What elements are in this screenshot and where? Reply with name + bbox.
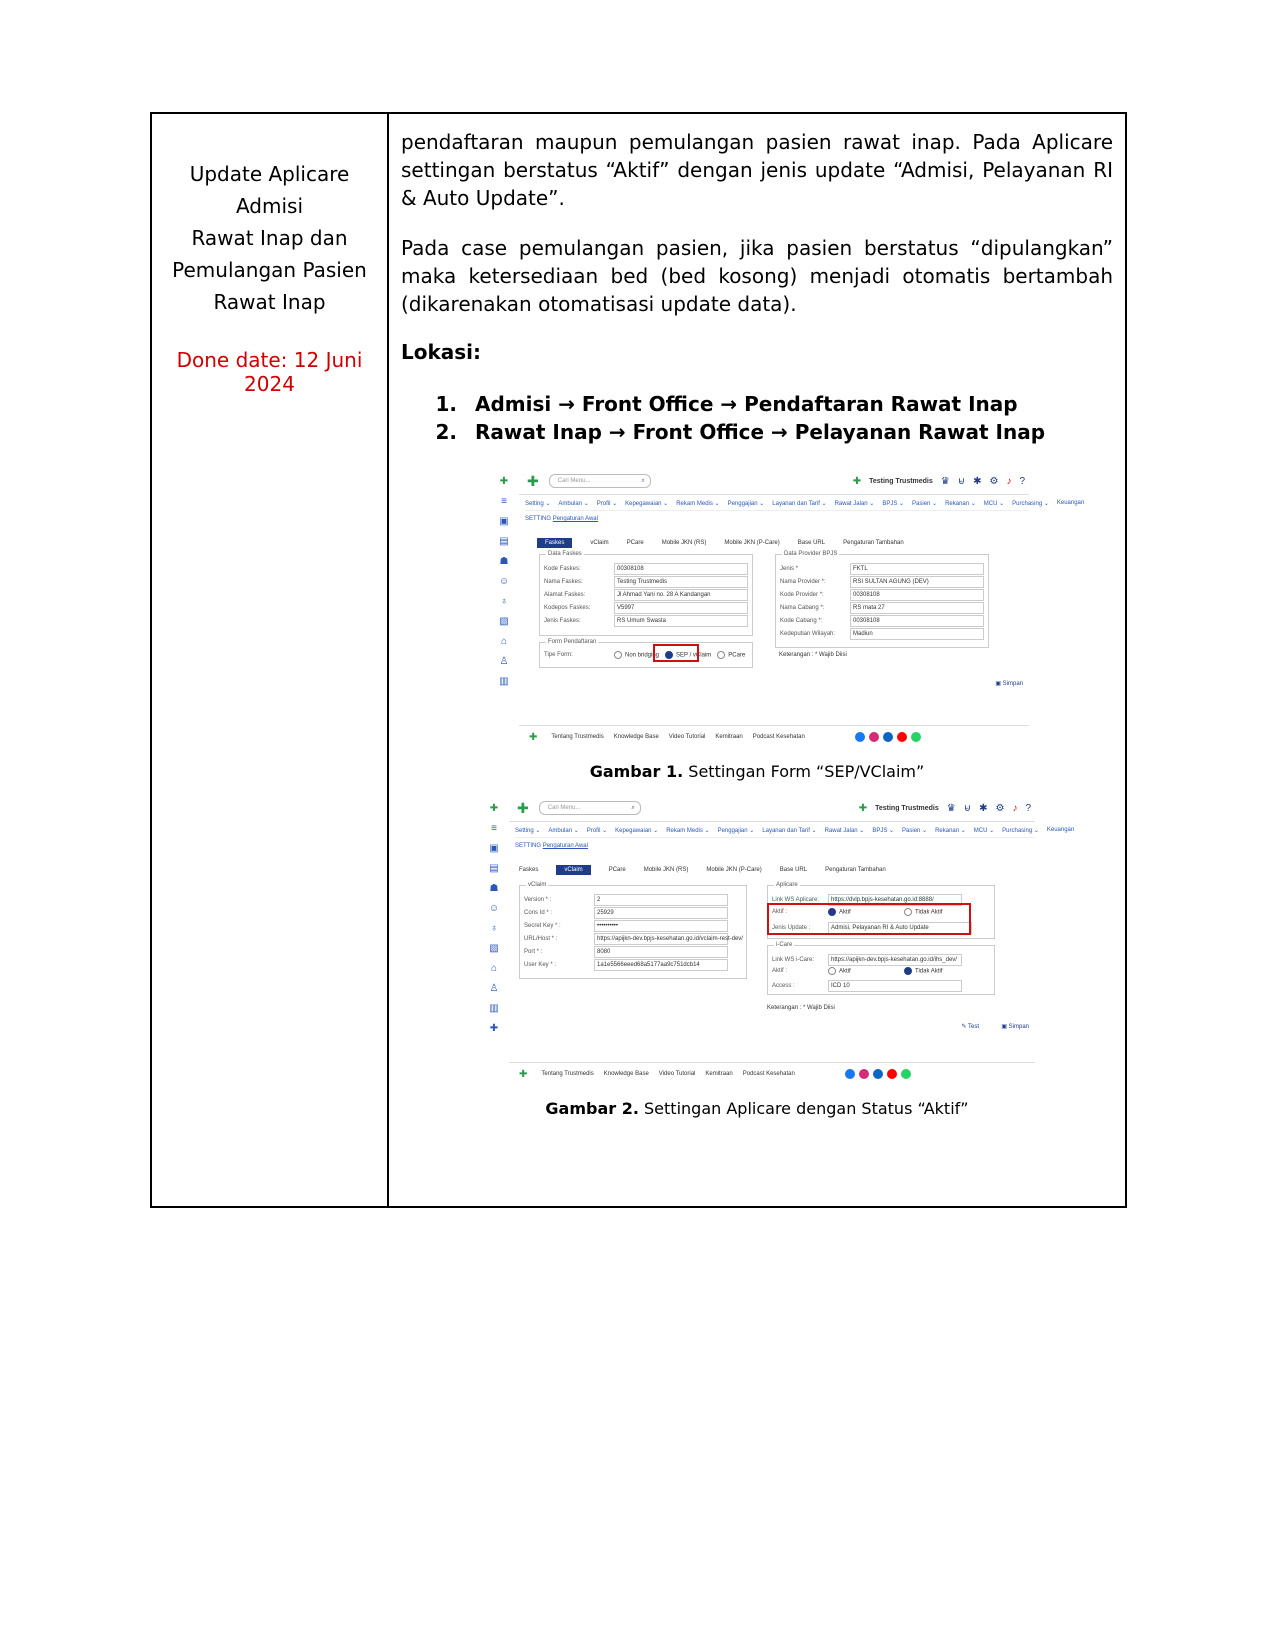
report-icon[interactable]: ▥	[499, 676, 509, 687]
menu-item[interactable]: Rekanan ⌄	[935, 827, 966, 834]
keterangan-note: Keterangan : * Wajib Diisi	[779, 652, 847, 658]
report-icon[interactable]: ▥	[489, 1003, 499, 1014]
radio-tidak-aktif[interactable]: Tidak Aktif	[904, 908, 942, 916]
kodepos-faskes-field[interactable]: V5997	[614, 602, 748, 614]
tab-mobile-jkn-pcare[interactable]: Mobile JKN (P-Care)	[724, 540, 780, 546]
data-provider-panel	[775, 551, 989, 648]
puzzle-icon[interactable]: ✱	[979, 802, 988, 814]
version-field[interactable]: 2	[594, 894, 728, 906]
home-icon[interactable]: ⌂	[490, 963, 498, 974]
icare-aktif-row: Aktif : Aktif Tidak Aktif	[772, 968, 943, 975]
feature-title-line: Rawat Inap dan	[191, 226, 348, 250]
whatsapp-icon[interactable]	[911, 732, 921, 742]
field-row: Kode Faskes: 00308108	[544, 563, 748, 575]
help-icon[interactable]: ?	[1019, 475, 1025, 487]
caption-2: Gambar 2. Settingan Aplicare dengan Status “Aktif”	[545, 1099, 969, 1118]
link-ws-aplicare-field[interactable]: https://dvlp.bpjs-kesehatan.go.id:8888/	[828, 894, 962, 906]
menu-icon[interactable]: ≡	[501, 496, 507, 507]
radio-icare-aktif[interactable]: Aktif	[828, 967, 904, 975]
footer-link[interactable]: Knowledge Base	[603, 1071, 649, 1077]
tab-mobile-jkn-rs[interactable]: Mobile JKN (RS)	[643, 867, 689, 873]
social-icons	[845, 1069, 915, 1079]
bell-icon[interactable]: ♪	[1006, 475, 1012, 487]
footer-logo-icon: ✚	[529, 731, 538, 743]
user-name: Testing Trustmedis	[869, 477, 933, 485]
footer-link[interactable]: Video Tutorial	[658, 1071, 696, 1077]
logo-icon: ✚	[489, 803, 499, 814]
tab-faskes[interactable]: Faskes	[537, 538, 572, 548]
field-row: Jenis Faskes: RS Umum Swasta	[544, 615, 748, 627]
kode-cabang-field[interactable]: 00308108	[850, 615, 984, 627]
save-button[interactable]: ▣ Simpan	[1001, 1024, 1029, 1030]
search-input[interactable]: Cari Menu... ⌕	[549, 474, 651, 488]
app-topbar	[509, 795, 1035, 822]
menu-item[interactable]: BPJS ⌄	[882, 500, 905, 507]
field-row: Kode Cabang *: 00308108	[780, 615, 984, 627]
field-row: Version * : 2	[524, 894, 728, 906]
location-list	[401, 390, 1113, 446]
footer-link[interactable]: Podcast Kesehatan	[752, 734, 805, 740]
org-logo-icon: ✚	[852, 475, 862, 487]
help-icon[interactable]: ?	[1025, 802, 1031, 814]
radio-non-bridging[interactable]: Non bridging	[614, 651, 659, 659]
menu-item[interactable]: Pasien ⌄	[902, 827, 928, 834]
tipe-form-row: Tipe Form: Non bridging SEP / vClaim PCare	[544, 652, 746, 659]
feature-title-line: Update Aplicare Admisi	[189, 162, 350, 218]
person-icon[interactable]: ♙	[489, 983, 499, 994]
field-row: Kodepos Faskes: V5997	[544, 602, 748, 614]
person-icon[interactable]: ♙	[499, 656, 509, 667]
footer-link[interactable]: Knowledge Base	[613, 734, 659, 740]
save-button[interactable]: ▣ Simpan	[995, 681, 1023, 687]
app-sidebar	[489, 468, 519, 748]
panel-title: Form Pendaftaran	[548, 639, 597, 645]
field-row: Access : ICD 10	[772, 980, 962, 992]
form-pendaftaran-panel	[539, 639, 753, 668]
youtube-icon[interactable]	[897, 732, 907, 742]
jenis-select[interactable]: FKTL	[850, 563, 984, 575]
breadcrumb: SETTING Pengaturan Awal	[525, 516, 598, 522]
menu-item[interactable]: Ambulan ⌄	[558, 500, 589, 507]
app-footer	[519, 725, 1029, 748]
field-row: Port * : 8080	[524, 946, 728, 958]
done-date: Done date: 12 Juni 2024	[176, 348, 363, 396]
user-icon[interactable]: ☺	[488, 903, 500, 914]
right-cell	[389, 114, 1125, 1206]
menu-item[interactable]: Pasien ⌄	[912, 500, 938, 507]
footer-link[interactable]: Video Tutorial	[668, 734, 706, 740]
linkedin-icon[interactable]	[873, 1069, 883, 1079]
jenis-update-select[interactable]: Admisi, Pelayanan RI & Auto Update	[828, 922, 972, 934]
menu-item[interactable]: Ambulan ⌄	[548, 827, 579, 834]
field-row: Link WS i-Care: https://apijkn-dev.bpjs-kesehatan.go.id/ihs_dev/	[772, 954, 962, 966]
field-row: Jenis * FKTL	[780, 563, 984, 575]
menu-item[interactable]: Rekam Medis ⌄	[666, 827, 710, 834]
tab-pengaturan-tambahan[interactable]: Pengaturan Tambahan	[825, 867, 886, 873]
instagram-icon[interactable]	[869, 732, 879, 742]
menu-item[interactable]: Rekam Medis ⌄	[676, 500, 720, 507]
vclaim-panel	[519, 882, 747, 979]
menu-item[interactable]: MCU ⌄	[983, 500, 1005, 507]
social-icons	[855, 732, 925, 742]
bell-icon[interactable]: ♪	[1012, 802, 1018, 814]
tab-pcare[interactable]: PCare	[626, 540, 644, 546]
menu-item[interactable]: Purchasing ⌄	[1002, 827, 1039, 834]
highlight-box	[653, 644, 699, 662]
panel-title: vClaim	[528, 882, 547, 888]
field-row: Jenis Update : Admisi, Pelayanan RI & Auto Update	[772, 922, 972, 934]
lokasi-heading: Lokasi:	[401, 340, 482, 364]
menu-item[interactable]: Layanan dan Tarif ⌄	[772, 500, 827, 507]
youtube-icon[interactable]	[887, 1069, 897, 1079]
footer-link[interactable]: Tentang Trustmedis	[551, 734, 604, 740]
menu-item[interactable]: Penggajian ⌄	[727, 500, 765, 507]
field-row: Nama Cabang *: RS mata 27	[780, 602, 984, 614]
tab-vclaim[interactable]: vClaim	[556, 865, 590, 875]
screenshot-aplicare	[479, 795, 1075, 1085]
settings-tabs	[519, 865, 886, 875]
menu-item[interactable]: Keuangan	[1046, 827, 1075, 833]
menu-item[interactable]: Setting ⌄	[525, 500, 551, 507]
gear-icon[interactable]: ⚙	[995, 802, 1005, 814]
document-table	[150, 112, 1127, 1208]
home-icon[interactable]: ⌂	[500, 636, 508, 647]
app-sidebar	[479, 795, 509, 1085]
jenis-faskes-field[interactable]: RS Umum Swasta	[614, 615, 748, 627]
doctor-icon[interactable]: ☗	[499, 556, 509, 567]
main-menu	[525, 496, 1085, 511]
field-row: Secret Key * : ••••••••••	[524, 920, 728, 932]
field-row: Nama Provider *: RSI SULTAN AGUNG (DEV)	[780, 576, 984, 588]
app-logo-icon: ✚	[527, 472, 539, 489]
tab-faskes[interactable]: Faskes	[519, 867, 539, 873]
org-logo-icon: ✚	[858, 802, 868, 814]
cons-id-field[interactable]: 25929	[594, 907, 728, 919]
puzzle-icon[interactable]: ✱	[973, 475, 982, 487]
menu-item[interactable]: Setting ⌄	[515, 827, 541, 834]
tab-mobile-jkn-pcare[interactable]: Mobile JKN (P-Care)	[706, 867, 762, 873]
menu-item[interactable]: Kepegawaian ⌄	[625, 500, 669, 507]
crown-icon[interactable]: ♛	[946, 802, 956, 814]
user-name: Testing Trustmedis	[875, 804, 939, 812]
instagram-icon[interactable]	[859, 1069, 869, 1079]
kedeputian-field[interactable]: Madiun	[850, 628, 984, 640]
link-ws-icare-field[interactable]: https://apijkn-dev.bpjs-kesehatan.go.id/ihs_dev/	[828, 954, 962, 966]
access-select[interactable]: ICD 10	[828, 980, 962, 992]
cart-icon[interactable]: ⊌	[957, 475, 966, 487]
menu-item[interactable]: Profil ⌄	[596, 500, 618, 507]
app-footer	[509, 1062, 1035, 1085]
field-row: Alamat Faskes: Jl Ahmad Yani no. 28 A Kandangan	[544, 589, 748, 601]
facebook-icon[interactable]	[855, 732, 865, 742]
panel-title: i-Care	[776, 942, 793, 948]
field-row: User Key * : 1a1e5566eeed68a5177aa9c751dcb14	[524, 959, 728, 971]
stethoscope-icon[interactable]: ♁	[500, 596, 508, 607]
tab-mobile-jkn-rs[interactable]: Mobile JKN (RS)	[661, 540, 707, 546]
settings-tabs	[537, 538, 904, 548]
menu-item[interactable]: Rawat Jalan ⌄	[824, 827, 865, 834]
field-row: Kedeputian Wilayah: Madiun	[780, 628, 984, 640]
card-icon[interactable]: ▤	[499, 536, 509, 547]
footer-link[interactable]: Kemitraan	[705, 1071, 733, 1077]
keterangan-note: Keterangan : * Wajib Diisi	[767, 1005, 835, 1011]
paragraph-1: pendaftaran maupun pemulangan pasien rawat inap. Pada Aplicare settingan berstatus “Aktif” dengan jenis update “Admisi, Pelayanan RI & Auto Update”.	[401, 130, 1113, 210]
nama-provider-field[interactable]: RSI SULTAN AGUNG (DEV)	[850, 576, 984, 588]
field-row: Cons Id * : 25929	[524, 907, 728, 919]
crown-icon[interactable]: ♛	[940, 475, 950, 487]
tab-pengaturan-tambahan[interactable]: Pengaturan Tambahan	[843, 540, 904, 546]
doctor-icon[interactable]: ☗	[489, 883, 499, 894]
cart-icon[interactable]: ⊌	[963, 802, 972, 814]
data-faskes-panel	[539, 551, 753, 636]
stethoscope-icon[interactable]: ♁	[490, 923, 498, 934]
location-item: 1. Admisi → Front Office → Pendaftaran Rawat Inap	[435, 392, 1018, 416]
panel-title: Data Provider BPJS	[784, 551, 838, 557]
secret-key-field[interactable]: ••••••••••	[594, 920, 728, 932]
test-button[interactable]: ✎ Test	[961, 1024, 979, 1030]
breadcrumb: SETTING Pengaturan Awal	[515, 843, 588, 849]
footer-link[interactable]: Kemitraan	[715, 734, 743, 740]
menu-item[interactable]: Penggajian ⌄	[717, 827, 755, 834]
menu-item[interactable]: Layanan dan Tarif ⌄	[762, 827, 817, 834]
caption-1: Gambar 1. Settingan Form “SEP/VClaim”	[589, 762, 925, 781]
menu-item[interactable]: Rekanan ⌄	[945, 500, 976, 507]
nama-cabang-field[interactable]: RS mata 27	[850, 602, 984, 614]
panel-title: Aplicare	[776, 882, 798, 888]
app-topbar	[519, 468, 1029, 495]
footer-link[interactable]: Podcast Kesehatan	[742, 1071, 795, 1077]
nama-faskes-field[interactable]: Testing Trustmedis	[614, 576, 748, 588]
whatsapp-icon[interactable]	[901, 1069, 911, 1079]
kode-provider-field[interactable]: 00308108	[850, 589, 984, 601]
radio-pcare[interactable]: PCare	[717, 651, 745, 659]
alamat-faskes-field[interactable]: Jl Ahmad Yani no. 28 A Kandangan	[614, 589, 748, 601]
menu-item[interactable]: BPJS ⌄	[872, 827, 895, 834]
menu-item[interactable]: Rawat Jalan ⌄	[834, 500, 875, 507]
highlight-box	[767, 903, 971, 935]
port-field[interactable]: 8080	[594, 946, 728, 958]
menu-item[interactable]: MCU ⌄	[973, 827, 995, 834]
field-row: URL/Host * : https://apijkn-dev.bpjs-kesehatan.go.id/vclaim-rest-dev/	[524, 933, 728, 945]
kode-faskes-field[interactable]: 00308108	[614, 563, 748, 575]
logo-icon: ✚	[489, 1023, 499, 1034]
search-input[interactable]: Cari Menu... ⌕	[539, 801, 641, 815]
paragraph-2: Pada case pemulangan pasien, jika pasien berstatus “dipulangkan” maka ketersediaan bed (bed kosong) menjadi otomatis bertambah (dikarenakan otomatisasi update data).	[401, 236, 1113, 316]
main-menu	[515, 823, 1075, 838]
radio-icare-tidak-aktif[interactable]: Tidak Aktif	[904, 967, 942, 975]
top-right-tools	[859, 803, 1035, 814]
panel-title: Data Faskes	[548, 551, 582, 557]
feature-title-line: Rawat Inap	[213, 290, 326, 314]
menu-item[interactable]: Keuangan	[1056, 500, 1085, 506]
menu-item[interactable]: Profil ⌄	[586, 827, 608, 834]
tab-vclaim[interactable]: vClaim	[590, 540, 609, 546]
location-item: 2. Rawat Inap → Front Office → Pelayanan Rawat Inap	[435, 420, 1046, 444]
gear-icon[interactable]: ⚙	[989, 475, 999, 487]
icare-panel	[767, 942, 995, 995]
linkedin-icon[interactable]	[883, 732, 893, 742]
search-icon: ⌕	[641, 478, 645, 484]
screenshot-sep-vclaim	[489, 468, 1085, 748]
field-row: Kode Provider *: 00308108	[780, 589, 984, 601]
facebook-icon[interactable]	[845, 1069, 855, 1079]
monitor-icon[interactable]: ▣	[489, 843, 499, 854]
feature-title-line: Pemulangan Pasien	[172, 258, 367, 282]
left-cell	[152, 114, 389, 1206]
id-icon[interactable]: ▧	[489, 943, 499, 954]
tab-base-url[interactable]: Base URL	[779, 867, 808, 873]
menu-item[interactable]: Kepegawaian ⌄	[615, 827, 659, 834]
app-logo-icon: ✚	[517, 799, 529, 816]
search-icon: ⌕	[631, 805, 635, 811]
top-right-tools	[853, 476, 1029, 487]
radio-aktif[interactable]: Aktif	[828, 908, 904, 916]
tab-pcare[interactable]: PCare	[608, 867, 626, 873]
url-host-field[interactable]: https://apijkn-dev.bpjs-kesehatan.go.id/vclaim-rest-dev/	[594, 933, 728, 945]
user-icon[interactable]: ☺	[498, 576, 510, 587]
id-icon[interactable]: ▧	[499, 616, 509, 627]
field-row: Link WS Aplicare: https://dvlp.bpjs-kesehatan.go.id:8888/	[772, 894, 962, 906]
radio-sep-vclaim[interactable]: SEP / vClaim	[665, 651, 711, 659]
footer-link[interactable]: Tentang Trustmedis	[541, 1071, 594, 1077]
aktif-row: Aktif : Aktif Tidak Aktif	[772, 909, 943, 916]
user-key-field[interactable]: 1a1e5566eeed68a5177aa9c751dcb14	[594, 959, 728, 971]
footer-logo-icon: ✚	[519, 1068, 528, 1080]
logo-icon: ✚	[499, 476, 509, 487]
card-icon[interactable]: ▤	[489, 863, 499, 874]
menu-item[interactable]: Purchasing ⌄	[1012, 500, 1049, 507]
monitor-icon[interactable]: ▣	[499, 516, 509, 527]
tab-base-url[interactable]: Base URL	[797, 540, 826, 546]
field-row: Nama Faskes: Testing Trustmedis	[544, 576, 748, 588]
menu-icon[interactable]: ≡	[491, 823, 497, 834]
